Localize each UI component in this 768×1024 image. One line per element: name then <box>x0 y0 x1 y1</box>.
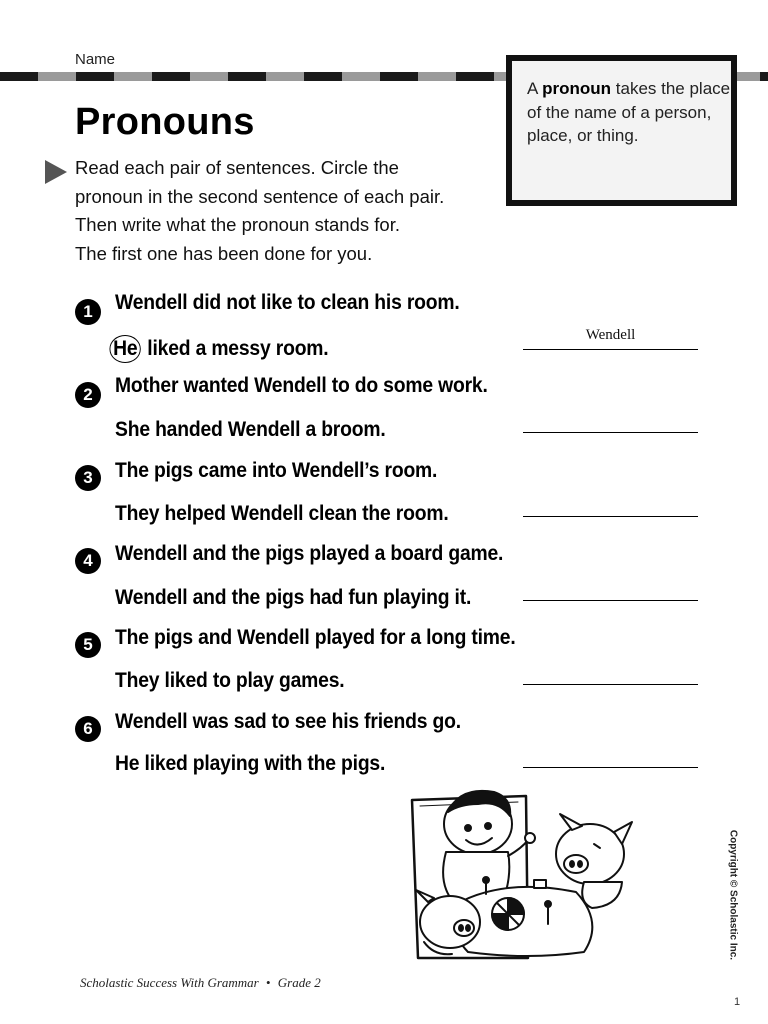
instructions <box>75 154 444 269</box>
name-label: Name <box>75 51 116 68</box>
footer-book-title: Scholastic Success With Grammar <box>80 975 259 990</box>
item-1-second-rest: liked a messy room. <box>142 337 329 360</box>
item-4-first-sentence: Wendell and the pigs played a board game. <box>115 542 504 565</box>
page-number: 1 <box>734 996 741 1008</box>
item-4-answer-line[interactable] <box>523 600 698 601</box>
footer-separator: • <box>265 975 271 990</box>
item-6-first-sentence: Wendell was sad to see his friends go. <box>115 710 461 733</box>
item-2-answer-line[interactable] <box>523 432 698 433</box>
item-number-3: 3 <box>75 465 101 491</box>
definition-box <box>506 55 737 206</box>
definition-prefix: A <box>527 79 543 98</box>
instruction-line: Read each pair of sentences. Circle the <box>75 157 399 178</box>
item-1-second-sentence <box>115 335 328 363</box>
item-3-first-sentence: The pigs came into Wendell’s room. <box>115 459 438 482</box>
item-3-answer-line[interactable] <box>523 516 698 517</box>
footer <box>80 975 321 991</box>
item-6-second-sentence: He liked playing with the pigs. <box>115 752 386 775</box>
item-2-first-sentence: Mother wanted Wendell to do some work. <box>115 374 488 397</box>
item-1-answer-line[interactable] <box>523 349 698 350</box>
item-2-second-sentence: She handed Wendell a broom. <box>115 418 386 441</box>
definition-term: pronoun <box>542 79 612 98</box>
instruction-line: pronoun in the second sentence of each pair. <box>75 185 445 207</box>
item-1-first-sentence: Wendell did not like to clean his room. <box>115 291 460 314</box>
page-title: Pronouns <box>75 101 255 143</box>
footer-grade: Grade 2 <box>277 975 321 990</box>
arrow-right-icon <box>45 160 67 184</box>
item-5-first-sentence: The pigs and Wendell played for a long time. <box>115 626 516 649</box>
item-number-1: 1 <box>75 299 101 325</box>
definition-suffix: takes the place of the name of a person, place, or thing. <box>527 79 731 145</box>
item-number-2: 2 <box>75 382 101 408</box>
item-5-answer-line[interactable] <box>523 684 698 685</box>
item-5-second-sentence: They liked to play games. <box>115 669 345 692</box>
item-number-5: 5 <box>75 632 101 658</box>
item-number-4: 4 <box>75 548 101 574</box>
instruction-line: Then write what the pronoun stands for. <box>75 214 400 236</box>
item-6-answer-line[interactable] <box>523 767 698 768</box>
copyright-notice: Copyright © Scholastic Inc. <box>727 829 739 961</box>
item-1-answer[interactable]: Wendell <box>585 327 636 343</box>
item-4-second-sentence: Wendell and the pigs had fun playing it. <box>115 586 472 609</box>
instruction-line: The first one has been done for you. <box>75 243 373 265</box>
circled-pronoun: He <box>109 335 141 363</box>
item-3-second-sentence: They helped Wendell clean the room. <box>115 502 449 525</box>
boy-and-pigs-board-game-illustration <box>408 782 640 962</box>
item-number-6: 6 <box>75 716 101 742</box>
